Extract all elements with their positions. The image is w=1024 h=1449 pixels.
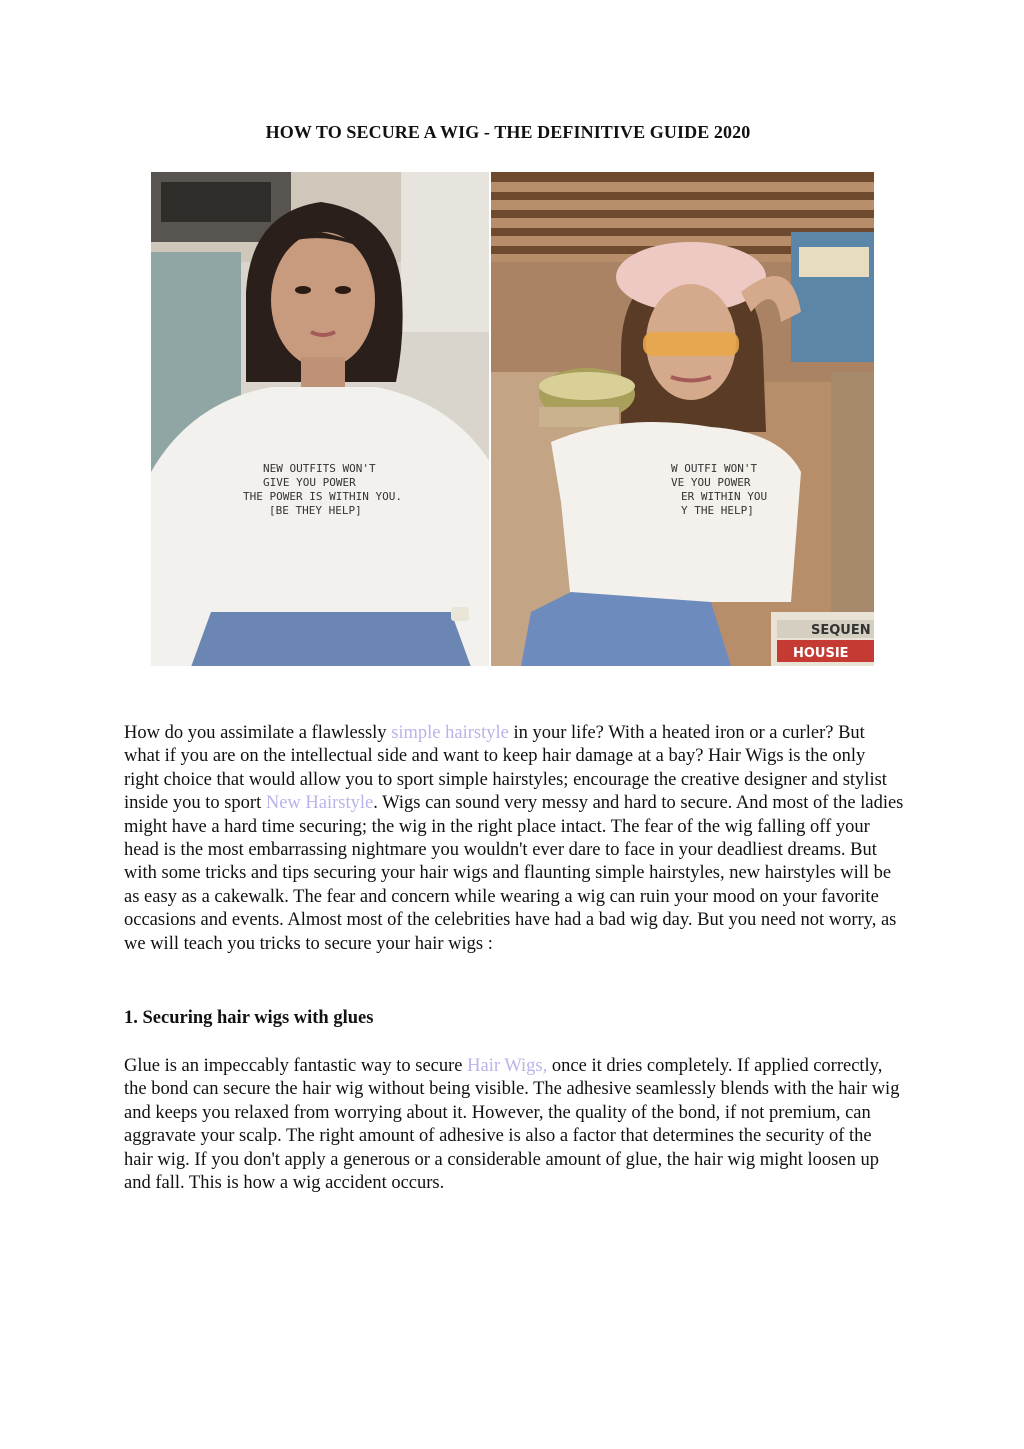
hair-wigs-link[interactable]: Hair Wigs,	[467, 1056, 552, 1076]
section-heading: 1. Securing hair wigs with glues	[124, 1008, 374, 1028]
simple-hairstyle-link[interactable]: simple hairstyle	[391, 723, 514, 743]
section-text-1: Glue is an impeccably fantastic way to secure	[124, 1056, 468, 1076]
shirt-text-left-4: [BE THEY HELP]	[269, 504, 362, 517]
section-text-2: once it dries completely. If applied correctly, the bond can secure the hair wig without being visible. The adhesive seamlessly blends with the hair wig and keeps you relaxed from worrying about it. However, the quality of the bond, if not premium, can aggravate your scalp. The right amount of adhesive is also a factor that determines the security of the hair wig. If you don't apply a generous or a considerable amount of glue, the hair wig might loosen up and fall. This is how a wig accident occurs.	[124, 1056, 900, 1194]
book-text-1: SEQUEN	[811, 623, 871, 638]
shirt-text-left-1: NEW OUTFITS WON'T	[263, 462, 376, 475]
book-text-2: HOUSIE	[793, 646, 849, 661]
section-paragraph	[124, 1055, 904, 1195]
shirt-text-left-3: THE POWER IS WITHIN YOU.	[243, 490, 402, 503]
new-hairstyle-link[interactable]: New Hairstyle	[261, 793, 374, 814]
shirt-text-right-3: ER WITHIN YOU	[681, 490, 768, 503]
shirt-text-left-2: GIVE YOU POWER	[263, 476, 356, 489]
before-after-photo	[151, 172, 874, 666]
shirt-text-right-1: W OUTFI WON'T	[671, 462, 758, 475]
intro-paragraph	[124, 722, 904, 956]
intro-text-2: in your life? With a heated iron or a curler? But what if you are on the intellectual side and want to keep hair damage at a bay? Hair Wigs is the only right choice that would allow you to sport simple hairstyles; encourage the creative designer and stylist inside you to sport	[124, 723, 887, 814]
intro-text-3: . Wigs can sound very messy and hard to secure. And most of the ladies might have a hard time securing; the wig in the right place intact. The fear of the wig falling off your head is the most embarrassing nightmare you wouldn't ever dare to face in your deadliest dreams. But with some tricks and tips securing your hair wigs and flaunting simple hairstyles, new hairstyles will be as easy as a cakewalk. The fear and concern while wearing a wig can ruin your mood on your favorite occasions and events. Almost most of the celebrities have had a bad wig day. But you need not worry, as we will teach you tricks to secure your hair wigs :	[124, 793, 904, 954]
shirt-text-right-2: VE YOU POWER	[671, 476, 751, 489]
page-title: HOW TO SECURE A WIG - THE DEFINITIVE GUIDE 2020	[265, 122, 751, 142]
shirt-text-right-4: Y THE HELP]	[681, 504, 754, 517]
intro-text-1: How do you assimilate a flawlessly	[124, 723, 392, 743]
